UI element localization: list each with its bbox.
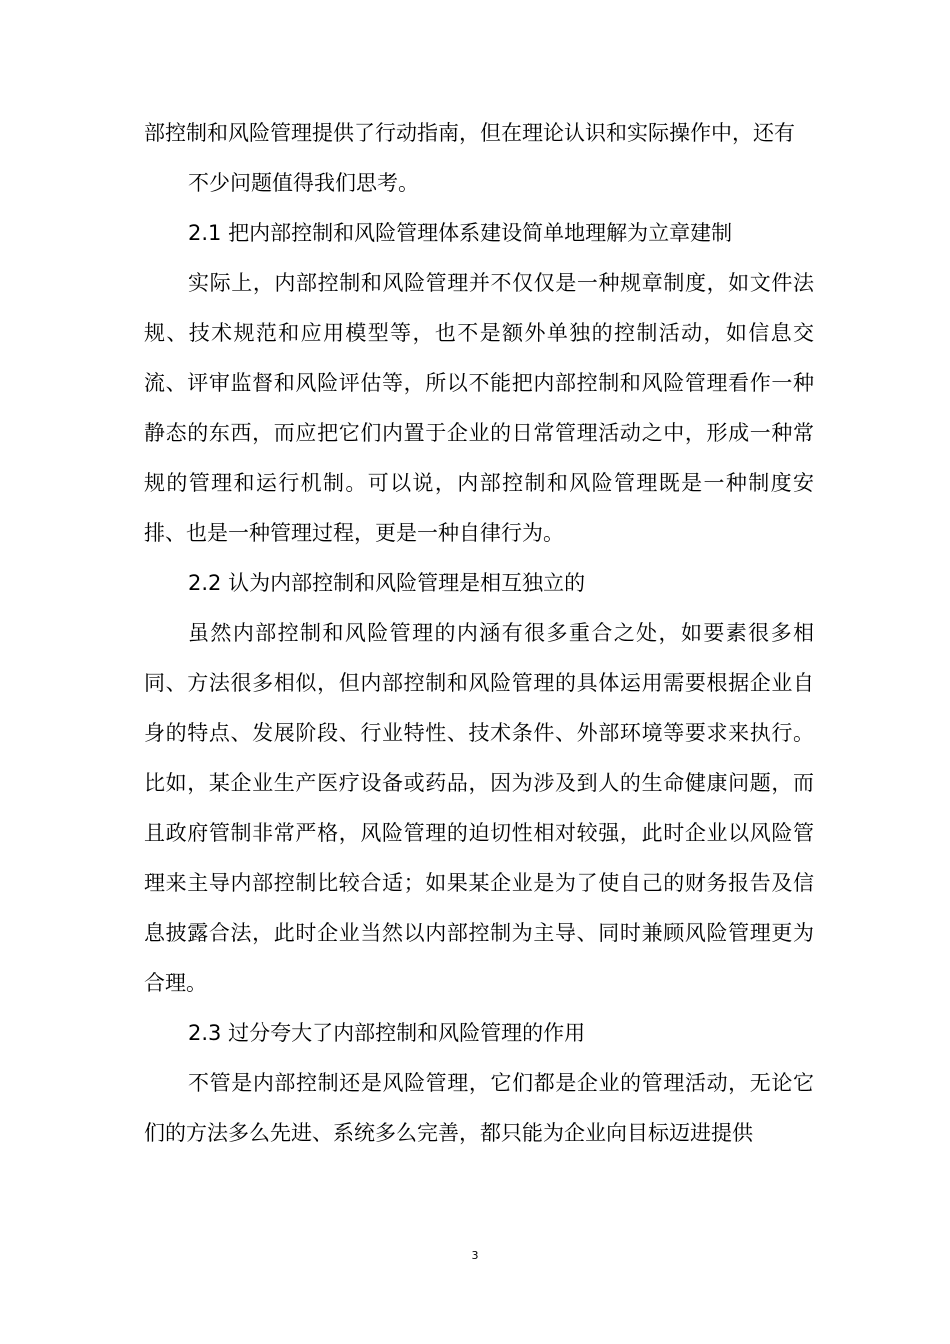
section-heading-2-3: 2.3 过分夸大了内部控制和风险管理的作用 — [188, 1021, 586, 1045]
page-number: 3 — [471, 1249, 479, 1262]
paragraph-2-2-body: 虽然内部控制和风险管理的内涵有很多重合之处，如要素很多相同、方法很多相似，但内部控制和风险管理的具体运用需要根据企业自身的特点、发展阶段、行业特性、技术条件、外部环境等要求来执行。比如，某企业生产医疗设备或药品，因为涉及到人的生命健康问题，而且政府管制非常严格，风险管理的迫切性相对较强，此时企业以风险管理来主导内部控制比较合适；如果某企业是为了使自己的财务报告及信息披露合法，此时企业当然以内部控制为主导、同时兼顾风险管理更为合理。 — [144, 621, 814, 995]
paragraph-continuation: 部控制和风险管理提供了行动指南，但在理论认识和实际操作中，还有 — [144, 121, 795, 145]
section-heading-2-2: 2.2 认为内部控制和风险管理是相互独立的 — [188, 571, 586, 595]
paragraph-2-3-body: 不管是内部控制还是风险管理，它们都是企业的管理活动，无论它们的方法多么先进、系统多么完善，都只能为企业向目标迈进提供 — [144, 1071, 814, 1145]
paragraph-2-1-body: 实际上，内部控制和风险管理并不仅仅是一种规章制度，如文件法规、技术规范和应用模型等，也不是额外单独的控制活动，如信息交流、评审监督和风险评估等，所以不能把内部控制和风险管理看作一种静态的东西，而应把它们内置于企业的日常管理活动之中，形成一种常规的管理和运行机制。可以说，内部控制和风险管理既是一种制度安排、也是一种管理过程，更是一种自律行为。 — [144, 271, 814, 545]
section-heading-2-1: 2.1 把内部控制和风险管理体系建设简单地理解为立章建制 — [188, 221, 733, 245]
paragraph-intro: 不少问题值得我们思考。 — [188, 171, 419, 195]
body-text — [144, 108, 814, 1158]
